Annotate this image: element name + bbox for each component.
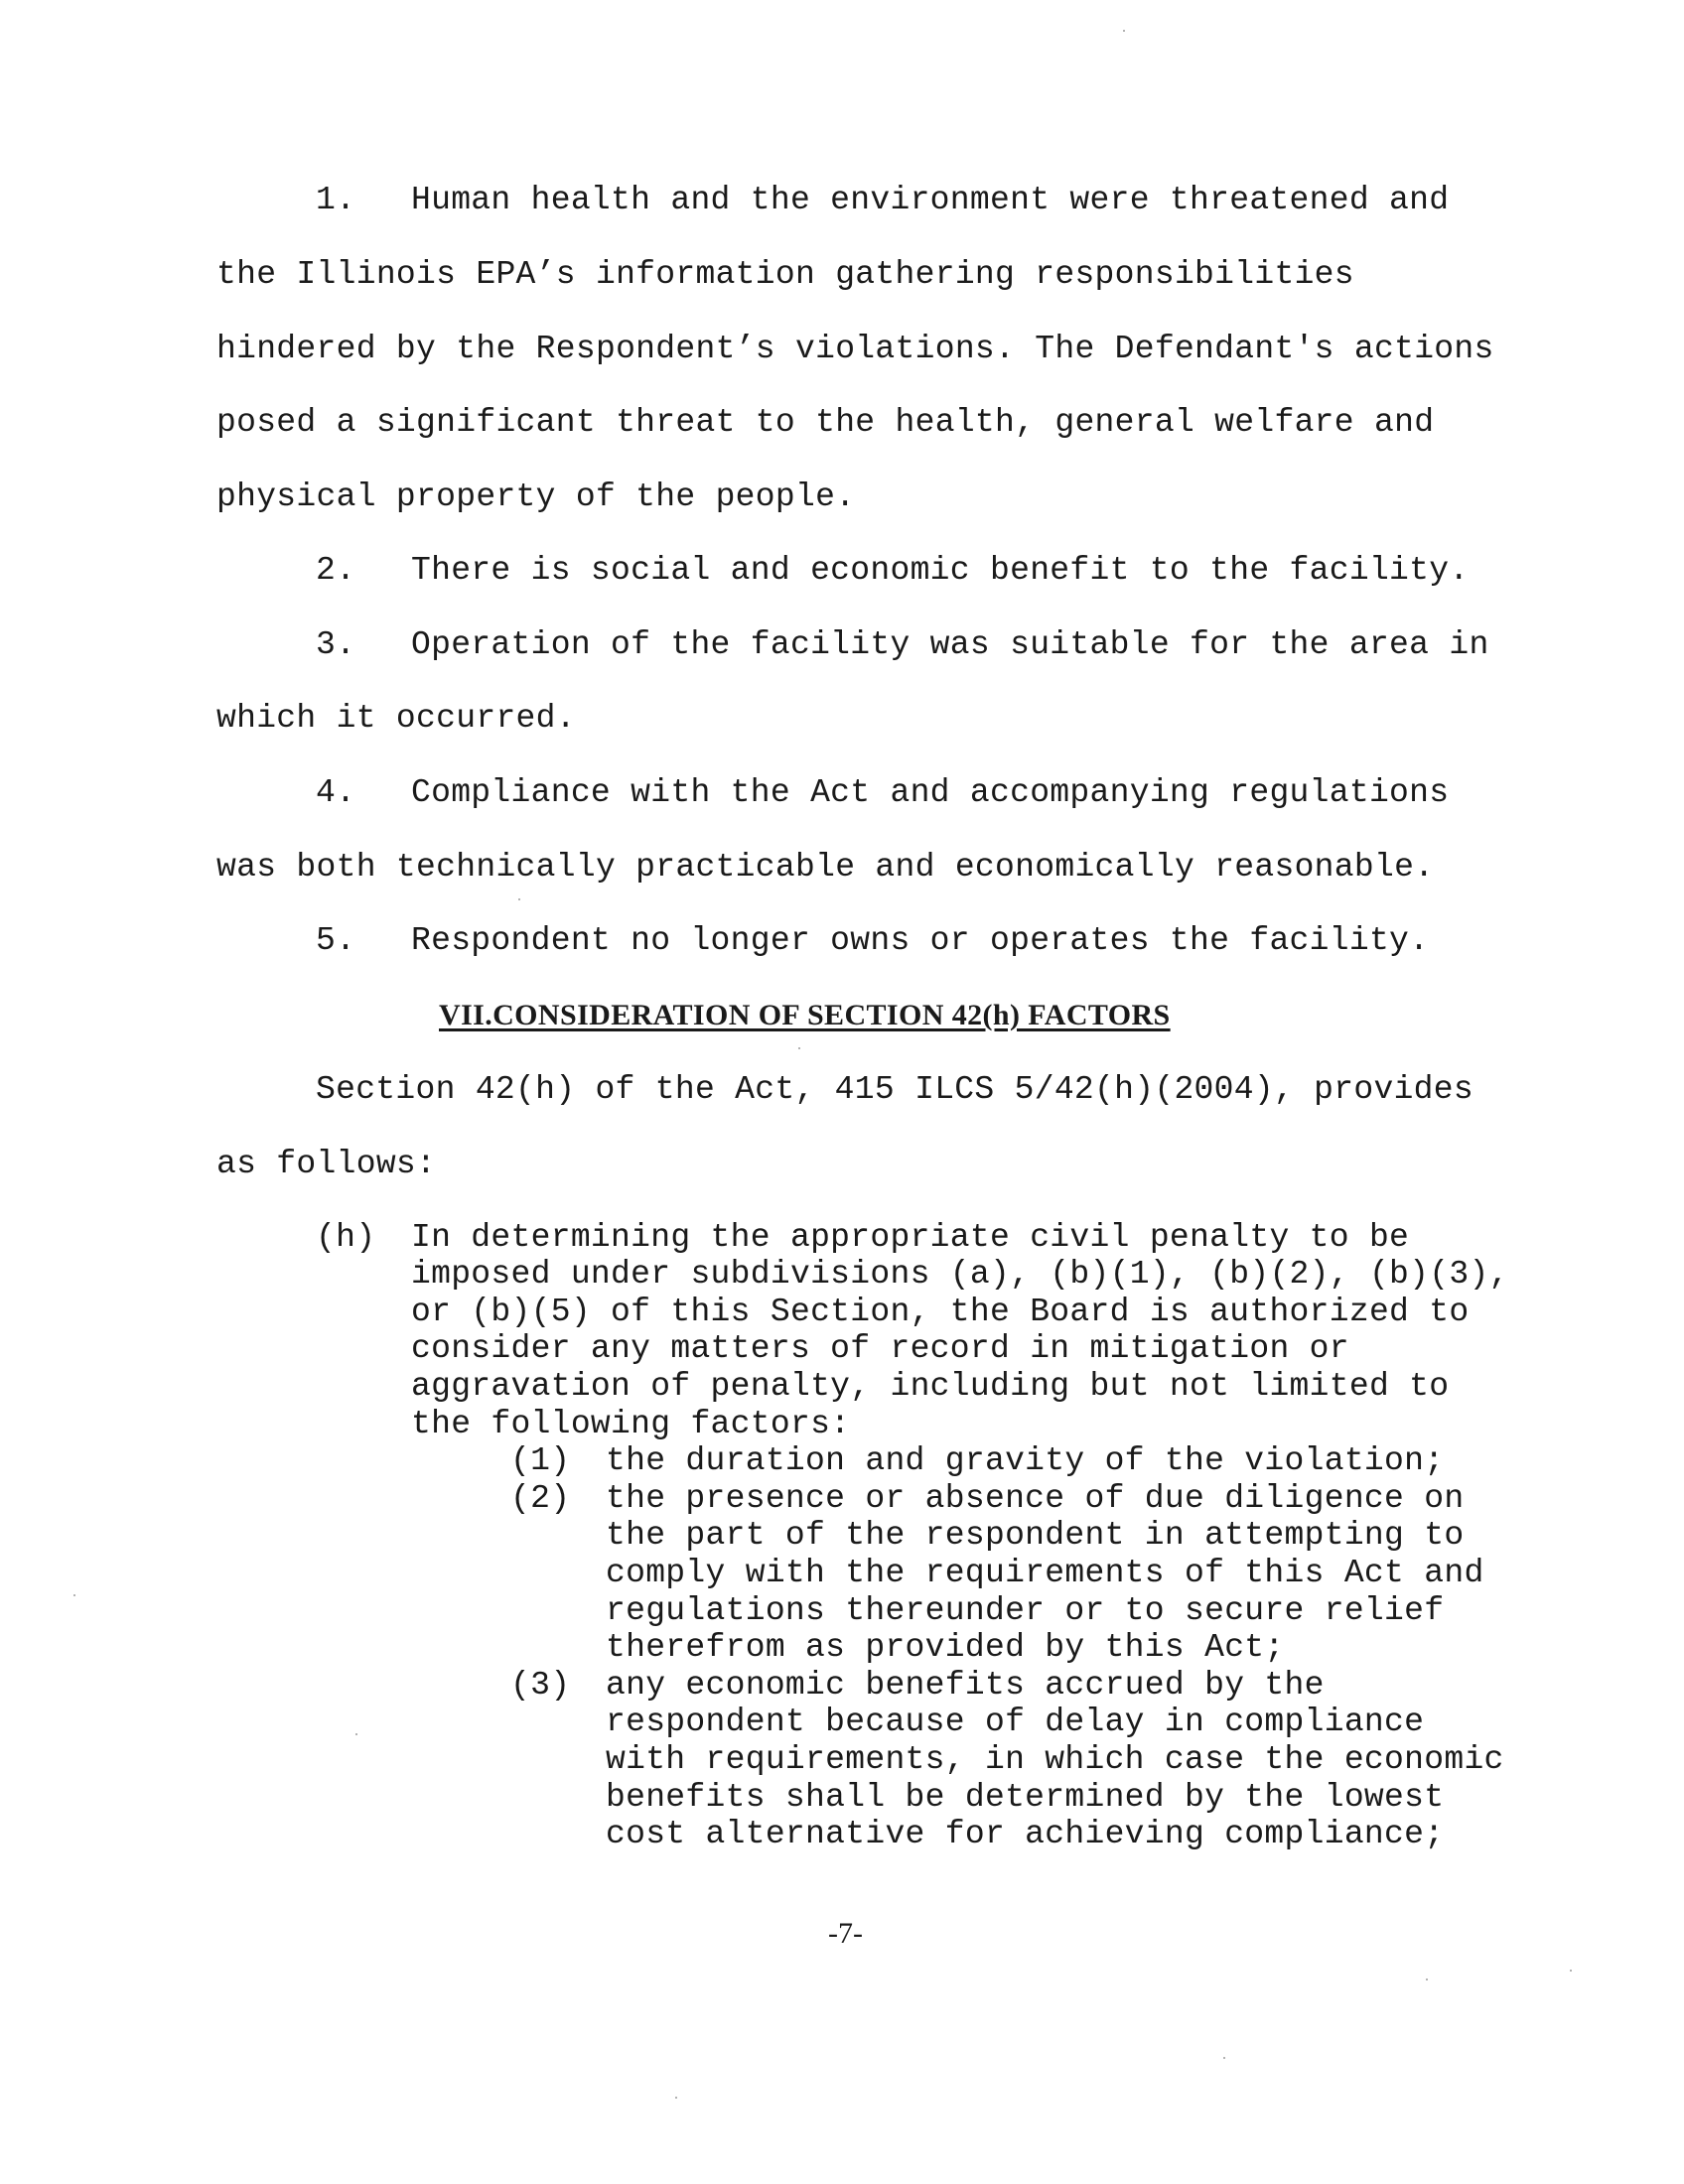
factor-3-label: (3) [510,1667,571,1704]
factor-3-line: cost alternative for achieving compliance; [606,1816,1445,1852]
factor-3-line: benefits shall be determined by the lowest [606,1779,1445,1816]
finding-1-number: 1. [316,182,356,218]
finding-5-line-1: Respondent no longer owns or operates the facility. [411,922,1430,959]
scan-speck [675,2097,677,2099]
factor-2-line: regulations thereunder or to secure relief [606,1592,1445,1629]
factor-2-label: (2) [510,1480,571,1517]
finding-2-number: 2. [316,552,356,589]
finding-3-line-2: which it occurred. [216,700,576,737]
page-number: -7- [828,1917,863,1950]
factor-3-line: respondent because of delay in compliance [606,1704,1425,1740]
intro-line-2: as follows: [216,1146,437,1182]
intro-line-1: Section 42(h) of the Act, 415 ILCS 5/42(h)(2004), provides [316,1071,1474,1108]
finding-2-line-1: There is social and economic benefit to the facility. [411,552,1470,589]
finding-1-line-3: hindered by the Respondent’s violations. The Defendant's actions [216,331,1494,367]
factor-2-line: comply with the requirements of this Act and [606,1555,1484,1591]
finding-3-number: 3. [316,626,356,663]
finding-4-number: 4. [316,774,356,811]
scan-speck [1570,1970,1572,1972]
quote-line: In determining the appropriate civil penalty to be [411,1219,1410,1256]
scan-speck [1223,2057,1225,2059]
finding-3-line-1: Operation of the facility was suitable for the area in [411,626,1489,663]
finding-5-number: 5. [316,922,356,959]
finding-1-line-1: Human health and the environment were threatened and [411,182,1450,218]
factor-2-line: the part of the respondent in attempting to [606,1517,1465,1554]
quote-line: imposed under subdivisions (a), (b)(1), (b)(2), (b)(3), [411,1256,1509,1293]
quote-line: consider any matters of record in mitigation or [411,1330,1349,1367]
scan-speck [73,1594,75,1596]
quote-label: (h) [316,1219,376,1256]
factor-3-line: with requirements, in which case the economic [606,1741,1504,1778]
quote-line: the following factors: [411,1406,851,1442]
quote-line: or (b)(5) of this Section, the Board is authorized to [411,1294,1470,1330]
finding-4-line-2: was both technically practicable and economically reasonable. [216,849,1435,886]
finding-1-line-4: posed a significant threat to the health, general welfare and [216,404,1435,441]
scan-speck [355,1733,357,1735]
scan-speck [1123,30,1125,32]
factor-3-line: any economic benefits accrued by the [606,1667,1325,1704]
scan-speck [1426,1979,1428,1980]
finding-1-line-2: the Illinois EPA’s information gathering responsibilities [216,256,1354,293]
quote-line: aggravation of penalty, including but not limited to [411,1368,1450,1405]
section-heading: VII.CONSIDERATION OF SECTION 42(h) FACTORS [439,999,1171,1031]
factor-1-line: the duration and gravity of the violation; [606,1442,1445,1479]
finding-4-line-1: Compliance with the Act and accompanying regulations [411,774,1450,811]
factor-2-line: therefrom as provided by this Act; [606,1629,1285,1666]
finding-1-line-5: physical property of the people. [216,478,856,515]
factor-2-line: the presence or absence of due diligence on [606,1480,1465,1517]
scan-speck [518,898,520,900]
factor-1-label: (1) [510,1442,571,1479]
scan-speck [798,1047,800,1049]
